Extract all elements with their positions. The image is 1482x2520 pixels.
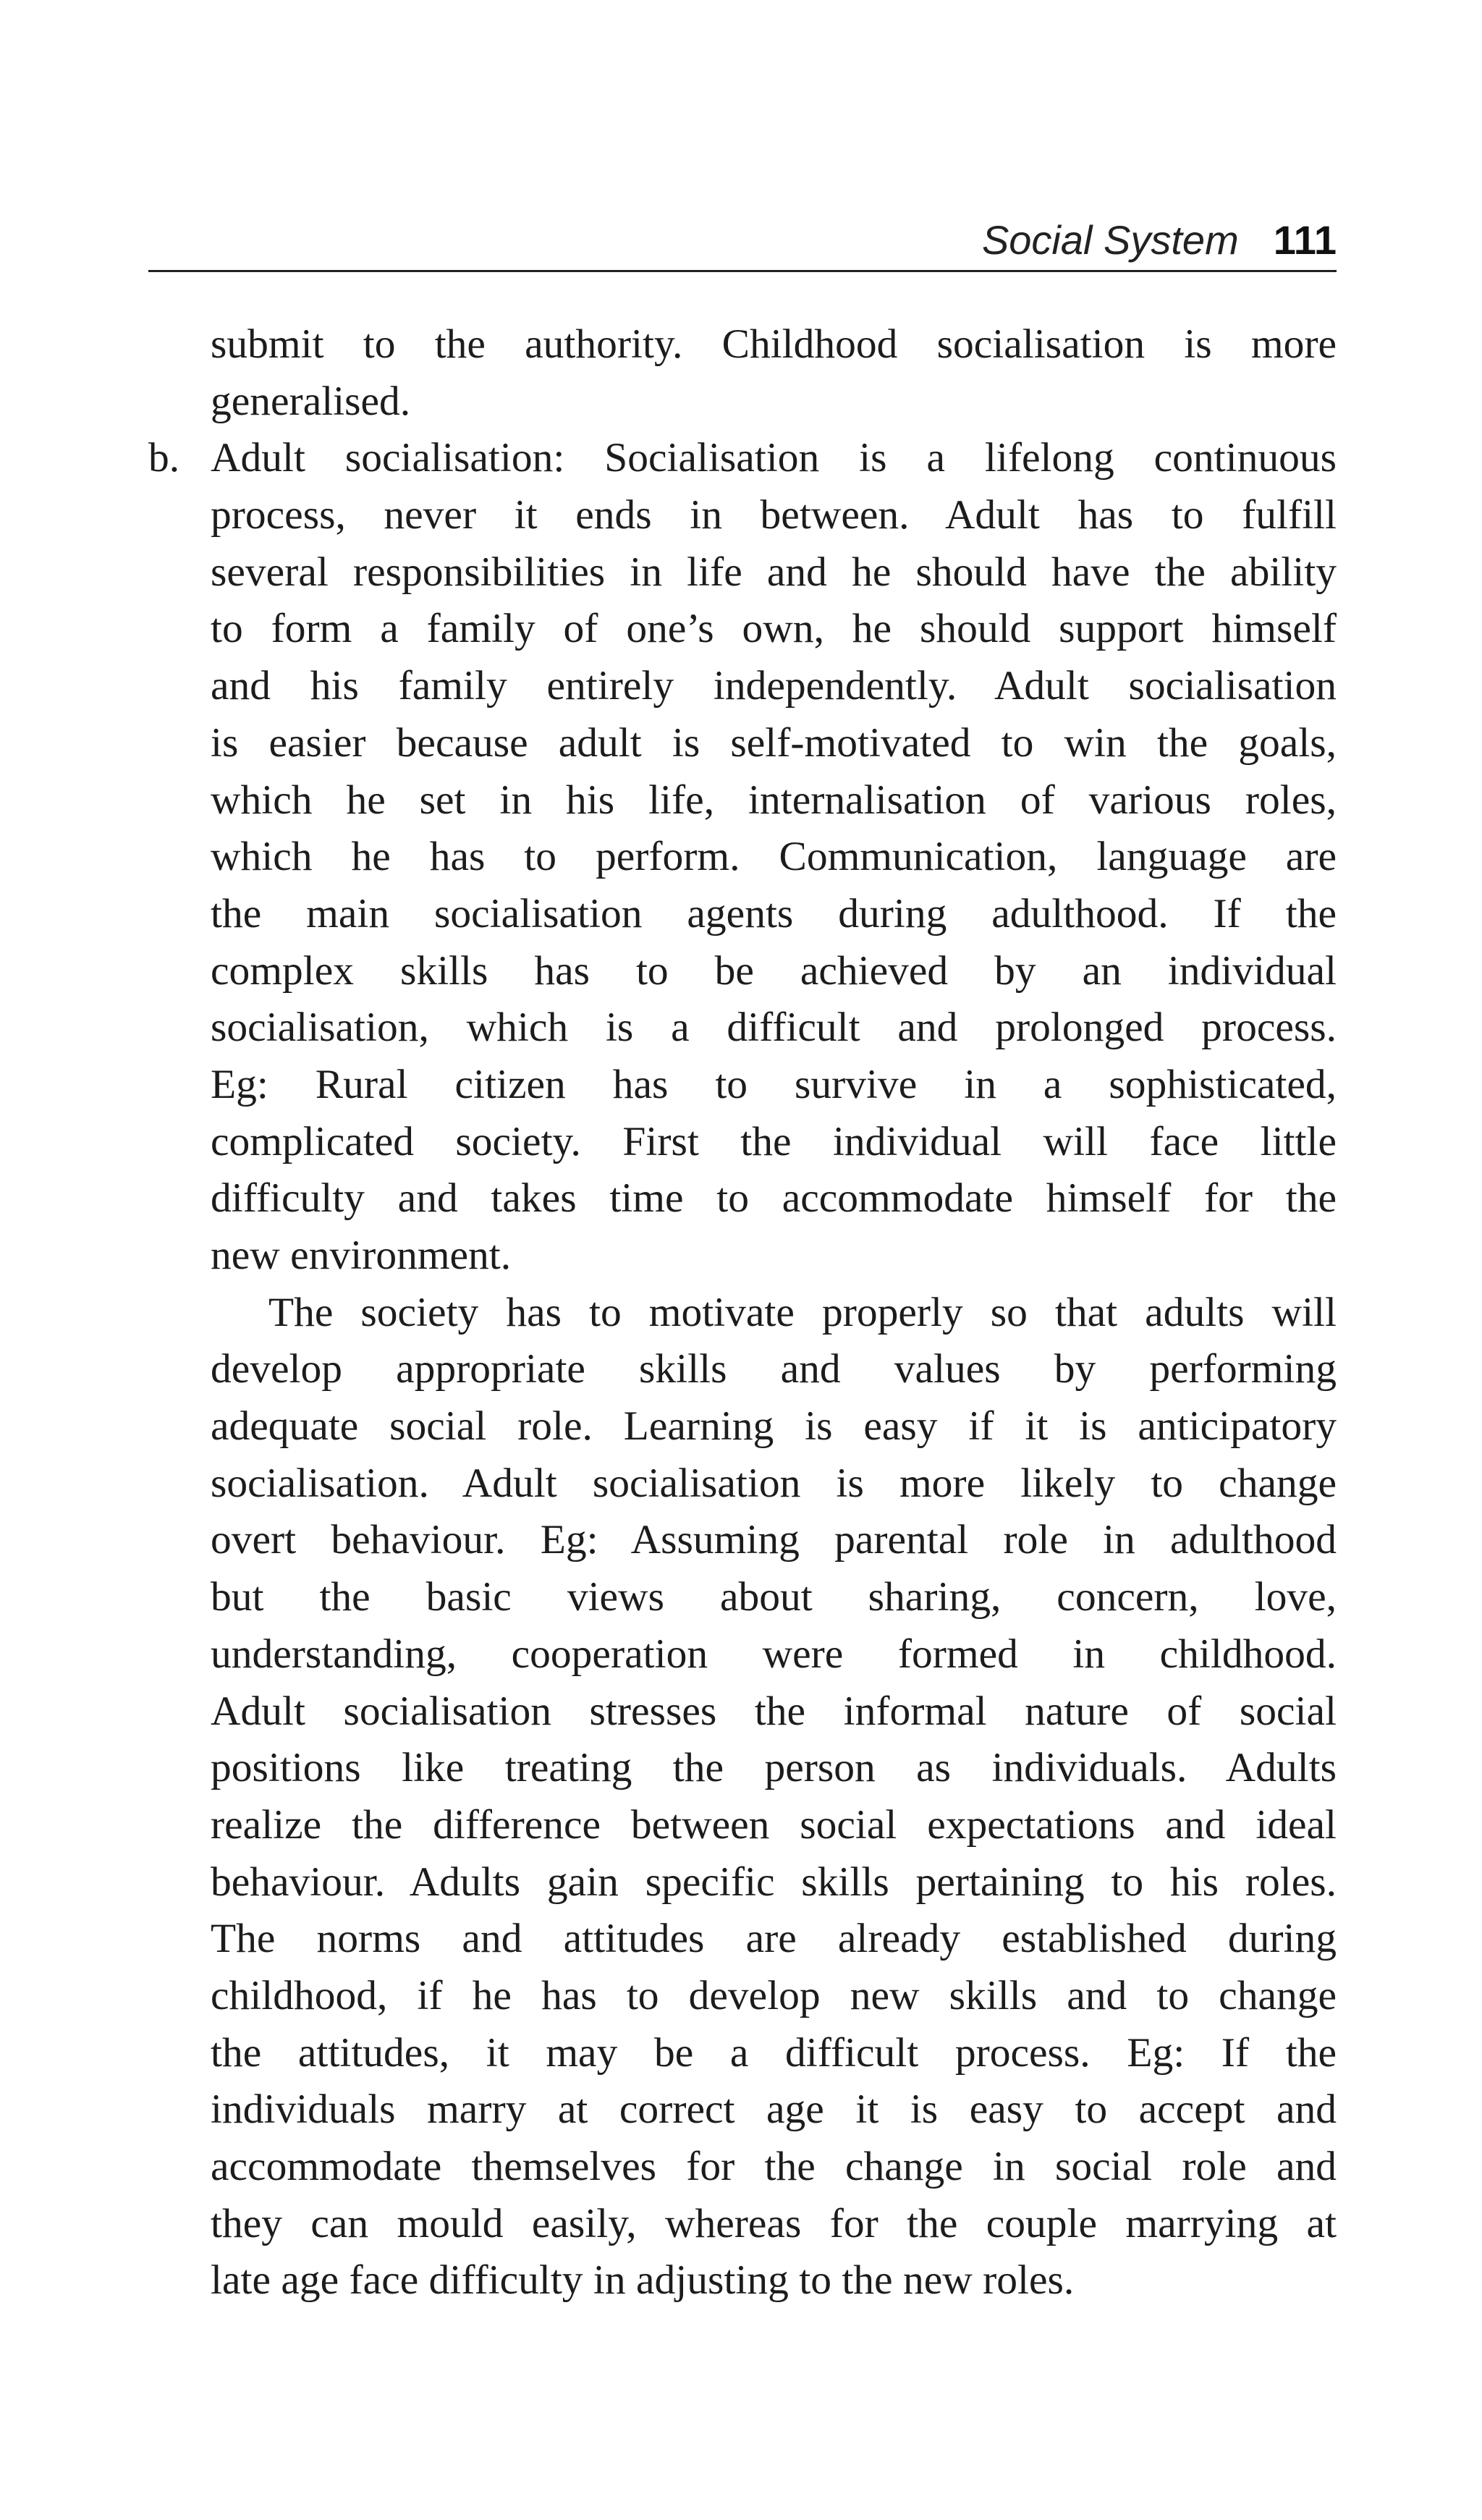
text-line: socialisation, which is a difficult and prolonged process. [211, 1005, 1337, 1051]
text-line: difficulty and takes time to accommodate himself for the [211, 1175, 1337, 1222]
body-text [148, 316, 1337, 2309]
text-line: to form a family of one’s own, he should support himself [211, 606, 1337, 652]
text-line: generalised. [211, 378, 411, 424]
text-line: accommodate themselves for the change in social role and [211, 2144, 1337, 2189]
text-line: Eg: Rural citizen has to survive in a sophisticated, [211, 1061, 1337, 1107]
text-line: individuals marry at correct age it is easy to accept and [211, 2086, 1337, 2133]
text-line: several responsibilities in life and he should have the ability [211, 549, 1337, 595]
text-line: complicated society. First the individual will face little [211, 1118, 1337, 1164]
text-line: complex skills has to be achieved by an individual [211, 947, 1337, 994]
text-line: process, never it ends in between. Adult has to fulfill [211, 492, 1337, 538]
text-line: behaviour. Adults gain specific skills pertaining to his roles. [211, 1859, 1337, 1905]
text-line: which he has to perform. Communication, language are [211, 834, 1337, 880]
list-item-b-first-line [148, 430, 1337, 487]
text-line: they can mould easily, whereas for the couple marrying at [211, 2200, 1337, 2246]
text-line: develop appropriate skills and values by performing [211, 1346, 1337, 1392]
text-line: understanding, cooperation were formed in childhood. [211, 1631, 1337, 1677]
list-marker: b. [148, 435, 180, 481]
text-line: which he set in his life, internalisation of various roles, [211, 777, 1337, 823]
text-line: realize the difference between social expectations and ideal [211, 1801, 1337, 1848]
text-line: The norms and attitudes are already established during [211, 1916, 1337, 1962]
text-line: but the basic views about sharing, concern, love, [211, 1574, 1337, 1620]
text-line: late age face difficulty in adjusting to the new roles. [211, 2257, 1075, 2304]
text-line: new environment. [211, 1232, 512, 1278]
text-line: overt behaviour. Eg: Assuming parental role in adulthood [211, 1517, 1337, 1563]
paragraph-first-line: The society has to motivate properly so that adults will [268, 1289, 1337, 1335]
text-line: is easier because adult is self-motivated to win the goals, [211, 719, 1337, 766]
running-header [148, 214, 1337, 272]
running-title: Social System [981, 217, 1239, 263]
text-line: socialisation. Adult socialisation is more likely to change [211, 1460, 1337, 1506]
text-line: positions like treating the person as individuals. Adults [211, 1745, 1337, 1791]
text-line: Adult socialisation: Socialisation is a lifelong continuous [211, 435, 1337, 481]
text-line: childhood, if he has to develop new skills and to change [211, 1972, 1337, 2018]
text-line: the main socialisation agents during adulthood. If the [211, 890, 1337, 936]
text-line: the attitudes, it may be a difficult process. Eg: If the [211, 2029, 1337, 2076]
text-line: and his family entirely independently. Adult socialisation [211, 663, 1337, 709]
text-line: Adult socialisation stresses the informal nature of social [211, 1688, 1337, 1734]
page-number: 111 [1273, 217, 1337, 263]
text-line: adequate social role. Learning is easy if it is anticipatory [211, 1403, 1337, 1450]
text-line: submit to the authority. Childhood socialisation is more [211, 321, 1337, 367]
